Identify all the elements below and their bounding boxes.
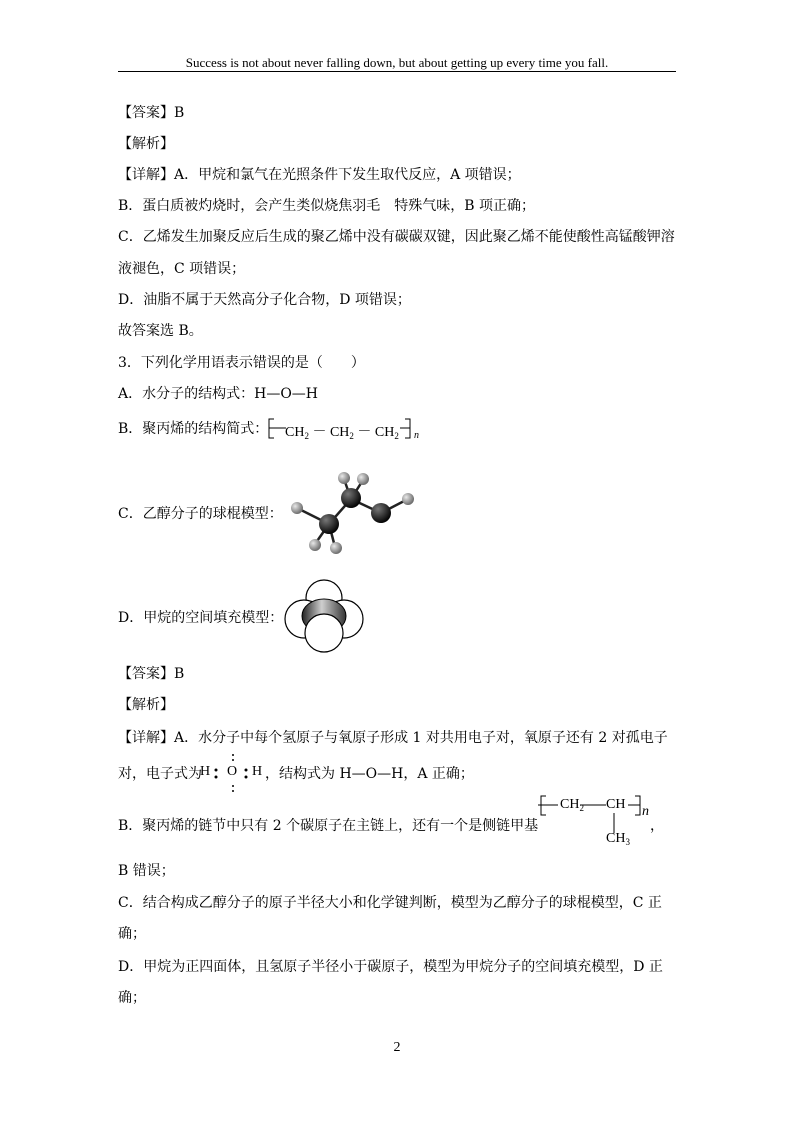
option-d: D．甲烷的空间填充模型： xyxy=(118,610,284,626)
option-c: C．乙醇分子的球棍模型： xyxy=(118,506,283,522)
group-ch2: CH xyxy=(560,797,580,812)
bond-vertical xyxy=(612,813,616,833)
header-quote: Success is not about never falling down, but about getting up every time you fall. xyxy=(185,55,609,70)
hydrogen-atom xyxy=(291,502,303,514)
detail-line: 确； xyxy=(118,990,146,1006)
carbon-atom xyxy=(341,488,361,508)
subscript: 2 xyxy=(579,803,584,813)
detail-line: 液褪色，C 项错误； xyxy=(118,261,246,277)
lone-pairs xyxy=(230,753,236,793)
oxygen-atom xyxy=(371,503,391,523)
hydrogen-atom xyxy=(357,473,369,485)
group-ch: CH xyxy=(606,797,626,812)
page-number: 2 xyxy=(393,1040,401,1055)
group-ch2: CH xyxy=(329,425,350,440)
detail-line: B 错误； xyxy=(118,863,175,879)
bond-dash: － xyxy=(312,425,327,440)
analysis-label: 【解析】 xyxy=(118,136,174,152)
option-a: A．水分子的结构式：H—O—H xyxy=(118,386,319,402)
conclusion-line: 故答案选 B。 xyxy=(118,323,203,339)
atom-h: H xyxy=(200,764,211,779)
punctuation: ， xyxy=(650,818,664,834)
hydrogen-atom xyxy=(338,472,350,484)
detail-line: D．油脂不属于天然高分子化合物，D 项错误； xyxy=(118,292,411,308)
atom-o: O xyxy=(227,764,238,779)
detail-line: 【详解】A．水分子中每个氢原子与氧原子形成 1 对共用电子对，氧原子还有 2 对孤电子 xyxy=(118,730,668,746)
answer-label: 【答案】B xyxy=(118,666,185,682)
hydrogen-atom xyxy=(330,542,342,554)
water-lewis-structure xyxy=(200,764,210,780)
detail-line: C．结合构成乙醇分子的原子半径大小和化学键判断，模型为乙醇分子的球棍模型，C 正 xyxy=(118,895,662,911)
detail-line: B．聚丙烯的链节中只有 2 个碳原子在主链上，还有一个是侧链甲基 xyxy=(118,818,539,834)
group-ch2: CH xyxy=(374,425,395,440)
bond-line xyxy=(580,803,606,807)
subscript-n: n xyxy=(414,430,419,441)
detail-line: D．甲烷为正四面体，且氢原子半径小于碳原子，模型为甲烷分子的空间填充模型，D 正 xyxy=(118,959,663,975)
bond-dash: － xyxy=(357,425,372,440)
subscript-n: n xyxy=(642,804,649,819)
option-b: B．聚丙烯的结构简式： xyxy=(118,421,269,437)
atom-h: H xyxy=(252,764,263,779)
header-rule xyxy=(118,71,676,72)
detail-line xyxy=(118,765,202,783)
question-3: 3．下列化学用语表示错误的是（ ） xyxy=(118,355,365,371)
electron-pair xyxy=(243,767,249,781)
methane-space-filling-model xyxy=(284,578,364,654)
analysis-label: 【解析】 xyxy=(118,697,174,713)
carbon-atom xyxy=(319,514,339,534)
electron-pair xyxy=(213,767,219,781)
subscript: 3 xyxy=(625,837,630,847)
group-ch2: CH xyxy=(285,425,305,440)
detail-text: ，结构式为 H—O—H，A 正确； xyxy=(265,766,474,782)
detail-line: 【详解】A．甲烷和氯气在光照条件下发生取代反应，A 项错误； xyxy=(118,167,521,183)
hydrogen-atom xyxy=(402,493,414,505)
group-ch3: CH xyxy=(606,831,626,846)
subscript: 2 xyxy=(394,431,399,441)
subscript: 2 xyxy=(304,431,309,441)
subscript: 2 xyxy=(349,431,354,441)
detail-line: C．乙烯发生加聚反应后生成的聚乙烯中没有碳碳双键，因此聚乙烯不能使酸性高锰酸钾溶 xyxy=(118,229,675,245)
answer-label: 【答案】B xyxy=(118,105,185,121)
ethanol-ball-stick-model xyxy=(283,468,423,558)
bracket-left xyxy=(538,795,558,819)
atom-h-wrap xyxy=(252,764,262,780)
detail-line: B．蛋白质被灼烧时，会产生类似烧焦羽毛 特殊气味，B 项正确； xyxy=(118,198,536,214)
detail-line: 确； xyxy=(118,926,146,942)
detail-text: 对，电子式为 xyxy=(118,766,202,782)
hydrogen-atom xyxy=(309,539,321,551)
